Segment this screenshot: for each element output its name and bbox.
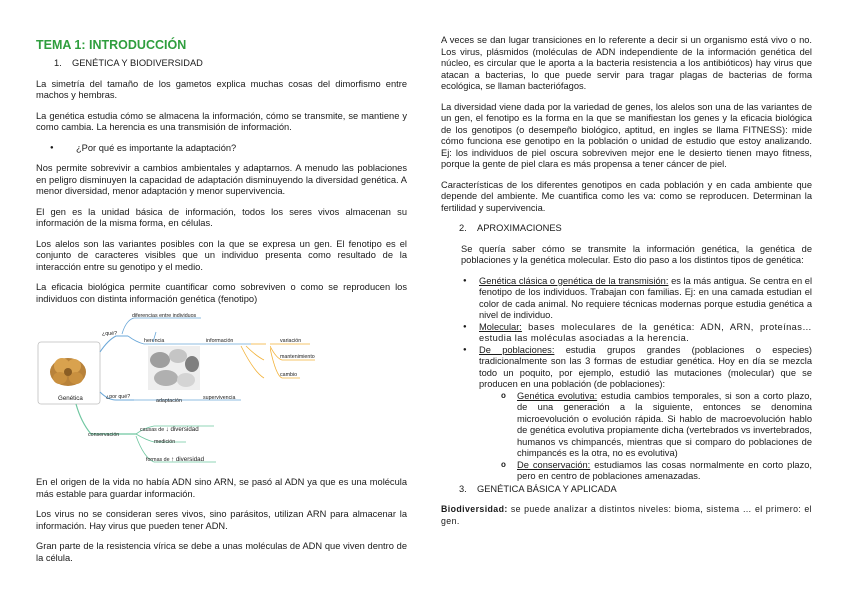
section-title: APROXIMACIONES xyxy=(477,223,562,233)
list-item: ● Molecular: bases moleculares de la genética: ADN, ARN, proteínas… estudia las moléculas asociadas a la herencia. xyxy=(461,322,812,345)
left-column-bottom xyxy=(36,477,407,573)
section-number: 1. xyxy=(54,58,62,68)
paragraph: La genética estudia cómo se almacena la información, cómo se transmite, se mantiene y como cambia. La herencia es una transmisión de información. xyxy=(36,110,407,132)
section-heading-2 xyxy=(441,223,812,235)
paragraph: Gran parte de la resistencia vírica se debe a unas moléculas de ADN que viven dentro de la célula. xyxy=(36,541,407,563)
mind-map-cambio: cambio xyxy=(280,372,298,378)
mind-map-conservacion: conservación xyxy=(88,432,120,438)
mind-map-porque: ¿por qué? xyxy=(106,394,131,400)
left-column xyxy=(36,58,407,314)
mind-map-medicion: medición xyxy=(154,439,176,445)
mind-map-formas: formas de ↑ diversidad xyxy=(146,456,205,463)
mind-map-que: ¿qué? xyxy=(102,331,118,337)
paragraph: El gen es la unidad básica de información, todos los seres vivos almacenan su información de la misma forma, en células. xyxy=(36,206,407,228)
right-column xyxy=(441,35,812,536)
list-item: ● De poblaciones: estudia grupos grandes (poblaciones o especies) tradicionalmente son las 3 formas de estudiar genética. Hoy en día se mezcla todo un poquito, por ejemplo, estudió las mutaciones (molecular) que se producen en una población (de poblaciones): o Genética evolutiva: estudia cambios temporales, si son a corto plazo, de una generación a la siguiente, entonces se denomina microevolución o evolución rápida. Si hablo de macroevolución hablo de genética evolutiva propiamente dicha (vertebrados vs invertebrados, humanos vs chimpancés, mientras que si comparo do poblaciones de chimpancés es la otra, no es evolutiva) o De conservación: estudiamos las cosas normalmente en corto plazo, pero en centro de poblaciones amenazadas. xyxy=(461,345,812,483)
paragraph: Características de los diferentes genotipos en cada población y en cada ambiente que depende del ambiente. Me cuantifica como les va: como se reproducen. Determinan la fertilidad y supervivencia. xyxy=(441,179,812,213)
section-title: GENÉTICA BÁSICA Y APLICADA xyxy=(477,483,617,494)
mind-map-herencia: herencia xyxy=(144,338,165,344)
section-heading-1 xyxy=(36,58,407,70)
paragraph: Los alelos son las variantes posibles con la que se expresa un gen. El fenotipo es el conjunto de caracteres visibles que un individuo presenta como resultado de la interacción entre su genotipo y el medio. xyxy=(36,238,407,272)
question-bullet: ● ¿Por qué es importante la adaptación? xyxy=(36,143,407,155)
section-heading-3 xyxy=(441,484,812,496)
paragraph: En el origen de la vida no había ADN sino ARN, se pasó al ADN ya que es una molécula más estable para guardar información. xyxy=(36,477,407,499)
paragraph: La diversidad viene dada por la variedad de genes, los alelos son una de las variantes de un gen, el fenotipo es la forma en la que se manifiestan los genes y la eficacia biológica de los genotipos (o desempeño biológico, aptitud, en ingles se llama FITNESS): mide cómo funciona ese genotipo en la población o unidad de estudio que estoy analizando. Ej: los individuos de piel oscura sobreviven mejor ene le desierto tienen mayo fitness, porque la gente de piel clara es más propensa a tener cáncer de piel. xyxy=(441,101,812,169)
mind-map-orange-labels xyxy=(270,330,320,390)
section-number: 2. xyxy=(459,223,467,233)
paragraph: Biodiversidad: se puede analizar a distintos niveles: bioma, sistema … el primero: el gen. xyxy=(441,504,812,526)
paragraph: La simetría del tamaño de los gametos explica muchas cosas del dimorfismo entre machos y hembras. xyxy=(36,78,407,100)
stones-image xyxy=(148,346,200,390)
section-number: 3. xyxy=(459,483,467,494)
paragraph: Nos permite sobrevivir a cambios ambientales y adaptarnos. A menudo las poblaciones en peligro disminuyen la capacidad de adaptación disminuyendo la diversidad genética. A menor diversidad, menor adaptación y menor supervivencia. xyxy=(36,163,407,196)
organism-image xyxy=(50,358,86,386)
mind-map-informacion: información xyxy=(206,338,234,344)
paragraph: A veces se dan lugar transiciones en lo referente a decir si un organismo está vivo o no. Los virus, plásmidos (moléculas de ADN independiente de la información genética del núcleo, es circular que le aporta a la bacteria resistencia a los antibióticos) hay virus que atacan a bacterias, lo que puede servir para tragar plagas de bacterias de forma ecológica, se llaman bacteriófagos. xyxy=(441,35,812,91)
sub-list-item: o Genética evolutiva: estudia cambios temporales, si son a corto plazo, de una generación a la siguiente, entonces se denomina microevolución o evolución rápida. Si hablo de macroevolución hablo de genética evolutiva propiamente dicha (vertebrados vs invertebrados, humanos vs chimpancés, mientras que si comparo do poblaciones de chimpancés es la otra, no es evolutiva) xyxy=(501,391,812,460)
mind-map-dif: diferencias entre individuos xyxy=(132,313,197,319)
list-item: ● Genética clásica o genética de la transmisión: es la más antigua. Se centra en el fenotipo de los individuos. Trabajan con familias. Ej: en una camada estudian el color de cada animal. No requiere técnicas modernas porque estudia genética a nivel de individuo. xyxy=(461,276,812,322)
mind-map-adaptacion: adaptación xyxy=(156,398,182,404)
mind-map-center: Genética xyxy=(58,395,83,402)
sub-list-item: o De conservación: estudiamos las cosas normalmente en corto plazo, pero en centro de poblaciones amenazadas. xyxy=(501,460,812,483)
section-title: GENÉTICA Y BIODIVERSIDAD xyxy=(72,58,203,68)
sub-list xyxy=(501,391,812,483)
paragraph: Se quería saber cómo se transmite la información genética, la genética de poblaciones y la genética molecular. Esto dio paso a los distintos tipos de genética: xyxy=(461,243,812,265)
genetics-types-list xyxy=(461,276,812,483)
mind-map-mantenimiento: mantenimiento xyxy=(280,354,315,360)
mind-map-causas: causas de ↓ diversidad xyxy=(140,426,199,433)
page-title: TEMA 1: INTRODUCCIÓN xyxy=(36,38,187,52)
paragraph: Los virus no se consideran seres vivos, sino parásitos, utilizan ARN para almacenar la información. Hay virus que pueden tener ADN. xyxy=(36,509,407,531)
mind-map-supervivencia: supervivencia xyxy=(203,395,236,401)
mind-map-variacion: variación xyxy=(280,338,302,344)
genetics-mind-map xyxy=(36,312,266,472)
paragraph: La eficacia biológica permite cuantificar como sobreviven o como se reproducen los individuos con distinta información genética (fenotipo) xyxy=(36,282,407,304)
